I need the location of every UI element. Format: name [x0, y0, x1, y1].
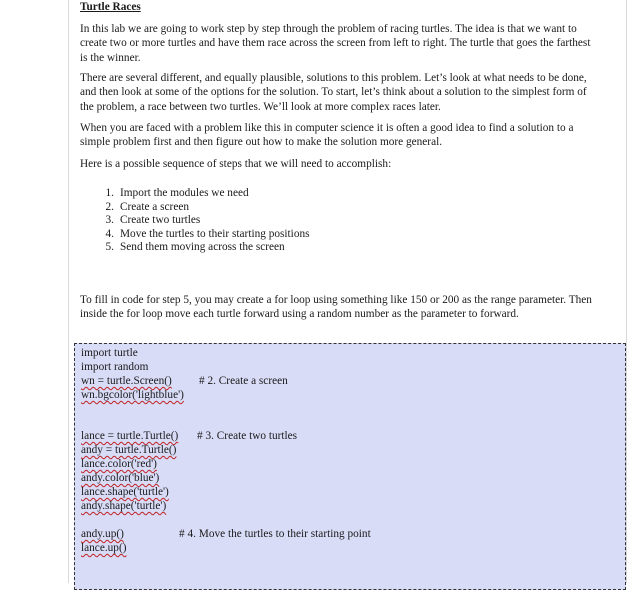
- code-block[interactable]: [74, 343, 626, 590]
- document-title: Turtle Races: [80, 1, 141, 13]
- list-item: 3. Create two turtles: [105, 214, 201, 227]
- code-line: wn.bgcolor('lightblue'): [81, 389, 184, 401]
- code-line: lance.color('red'): [81, 458, 157, 470]
- code-line: lance.shape('turtle'): [81, 486, 169, 498]
- code-line: andy.shape('turtle'): [81, 500, 167, 512]
- code-comment: # 4. Move the turtles to their starting point: [179, 528, 371, 540]
- code-comment: # 2. Create a screen: [199, 375, 288, 387]
- code-line: wn = turtle.Screen(): [81, 375, 172, 387]
- page-margin-left: [68, 0, 69, 583]
- code-line: import random: [81, 361, 149, 373]
- list-item: 2. Create a screen: [105, 200, 189, 213]
- code-line: lance.up(): [81, 542, 127, 554]
- code-line: andy.color('blue'): [81, 472, 160, 484]
- steps-list: [80, 187, 580, 255]
- code-line: andy.up(): [81, 528, 124, 540]
- code-comment: # 3. Create two turtles: [197, 430, 298, 442]
- paragraph-intro: In this lab we are going to work step by step through the problem of racing turtles. The idea is that we want to create two or more turtles and have them race across the screen from left to right. The turtle that goes the farthest is the winner.: [80, 23, 591, 64]
- paragraph-sequence-intro: Here is a possible sequence of steps that we will need to accomplish:: [80, 158, 392, 170]
- paragraph-options: There are several different, and equally plausible, solutions to this problem. Let’s look at what needs to be done, and then look at some of the options for the solution. To start, let’s think about a solution to the simplest form of the problem, a race between two turtles. We’ll look at more complex races later.: [80, 72, 587, 113]
- list-item: 4. Move the turtles to their starting positions: [105, 227, 310, 240]
- list-item: 1. Import the modules we need: [105, 187, 249, 199]
- code-line: import turtle: [81, 347, 138, 359]
- code-line: andy = turtle.Turtle(): [81, 444, 177, 456]
- paragraph-simple-first: When you are faced with a problem like this in computer science it is often a good idea to find a solution to a simple problem first and then figure out how to make the solution more general.: [80, 122, 574, 149]
- page-margin-right: [626, 0, 627, 583]
- code-line: lance = turtle.Turtle(): [81, 430, 179, 442]
- list-item: 5. Send them moving across the screen: [105, 241, 285, 254]
- paragraph-instruction: To fill in code for step 5, you may create a for loop using something like 150 or 200 as the range parameter. Then inside the for loop move each turtle forward using a random number as the parameter to forward.: [80, 294, 592, 321]
